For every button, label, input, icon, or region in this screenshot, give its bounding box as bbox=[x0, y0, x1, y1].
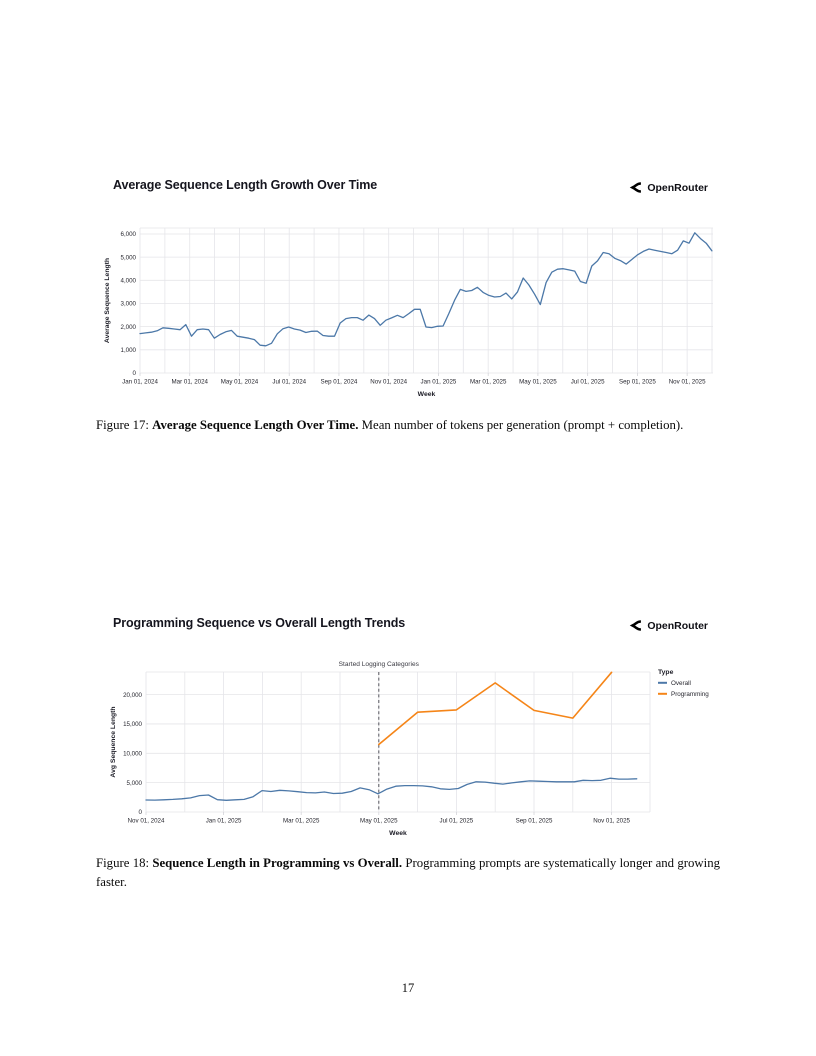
x-axis-tick-label: Nov 01, 2025 bbox=[593, 817, 631, 825]
x-axis-tick-label: Sep 01, 2025 bbox=[618, 378, 656, 386]
figure-17-caption bbox=[96, 416, 720, 435]
x-axis-tick-label: Jan 01, 2024 bbox=[122, 378, 158, 386]
x-axis-tick-label: Nov 01, 2024 bbox=[370, 378, 408, 386]
x-axis-tick-label: May 01, 2024 bbox=[220, 378, 259, 386]
caption-bold-title: Average Sequence Length Over Time. bbox=[152, 418, 359, 432]
x-axis-tick-label: Jul 01, 2025 bbox=[570, 378, 605, 386]
avg-sequence-length-line-chart bbox=[96, 170, 720, 406]
y-axis-tick-label: 1,000 bbox=[120, 347, 136, 355]
page-number: 17 bbox=[401, 981, 415, 995]
legend-title: Type bbox=[658, 669, 674, 676]
x-axis-tick-label: Jul 01, 2024 bbox=[272, 378, 307, 386]
y-axis-tick-label: 10,000 bbox=[123, 750, 142, 758]
y-axis-tick-label: 5,000 bbox=[120, 254, 136, 262]
figure-17-block bbox=[96, 170, 720, 480]
y-axis-tick-label: 6,000 bbox=[120, 231, 136, 239]
chart-title-programming-vs-overall: Programming Sequence vs Overall Length Trends bbox=[113, 616, 406, 630]
x-axis-tick-label: Nov 01, 2024 bbox=[127, 817, 165, 825]
x-axis-tick-label: Mar 01, 2025 bbox=[282, 817, 320, 825]
x-axis-tick-label: May 01, 2025 bbox=[360, 817, 398, 825]
series-line-average-sequence-length bbox=[140, 233, 712, 346]
y-axis-tick-label: 15,000 bbox=[123, 721, 142, 729]
x-axis-title: Week bbox=[389, 830, 407, 837]
x-axis-tick-label: Mar 01, 2025 bbox=[469, 378, 507, 386]
x-axis-tick-label: Nov 01, 2025 bbox=[668, 378, 706, 386]
chart-title-avg-seq-length: Average Sequence Length Growth Over Time bbox=[113, 178, 378, 192]
figure-18-caption bbox=[96, 854, 720, 891]
x-axis-tick-label: Jan 01, 2025 bbox=[420, 378, 457, 386]
annotation-label: Started Logging Categories bbox=[338, 661, 419, 668]
caption-text: Programming prompts are systematically longer and growing faster. bbox=[96, 856, 720, 889]
programming-vs-overall-line-chart bbox=[96, 608, 720, 844]
x-axis-tick-label: Sep 01, 2025 bbox=[515, 817, 553, 825]
legend-label-overall: Overall bbox=[671, 680, 691, 687]
caption-bold-title: Sequence Length in Programming vs Overall. bbox=[152, 856, 403, 870]
x-axis-tick-label: Jul 01, 2025 bbox=[439, 817, 474, 825]
y-axis-tick-label: 3,000 bbox=[120, 300, 136, 308]
figure-18-block bbox=[96, 608, 720, 918]
caption-text: Mean number of tokens per generation (prompt + completion). bbox=[358, 418, 684, 432]
x-axis-title: Week bbox=[417, 391, 436, 398]
openrouter-brand-text: OpenRouter bbox=[647, 181, 708, 194]
x-axis-tick-label: Sep 01, 2024 bbox=[320, 378, 358, 386]
openrouter-brand-text: OpenRouter bbox=[647, 619, 708, 632]
y-axis-title: Avg Sequence Length bbox=[110, 706, 117, 778]
y-axis-tick-label: 2,000 bbox=[120, 323, 136, 331]
caption-label: Figure 17: bbox=[96, 418, 153, 432]
y-axis-tick-label: 0 bbox=[132, 370, 136, 378]
x-axis-tick-label: Jan 01, 2025 bbox=[205, 817, 242, 825]
y-axis-tick-label: 0 bbox=[138, 809, 142, 817]
series-line-overall bbox=[146, 778, 637, 800]
y-axis-tick-label: 5,000 bbox=[126, 779, 142, 787]
x-axis-tick-label: Mar 01, 2024 bbox=[171, 378, 208, 386]
caption-label: Figure 18: bbox=[96, 856, 153, 870]
y-axis-title: Average Sequence Length bbox=[104, 257, 111, 344]
legend-label-programming: Programming bbox=[671, 691, 709, 698]
x-axis-tick-label: May 01, 2025 bbox=[519, 378, 557, 386]
y-axis-tick-label: 20,000 bbox=[123, 691, 142, 699]
y-axis-tick-label: 4,000 bbox=[120, 277, 136, 285]
